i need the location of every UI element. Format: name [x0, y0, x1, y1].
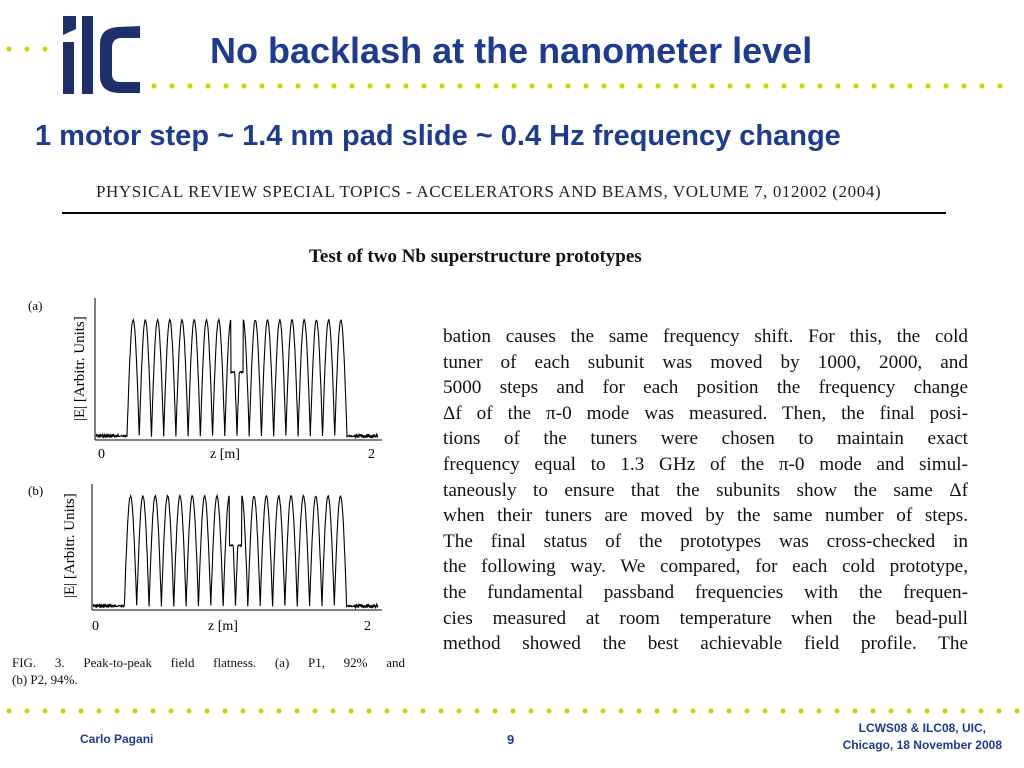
- slide-title: No backlash at the nanometer level: [210, 30, 813, 71]
- footer-author: Carlo Pagani: [80, 732, 154, 746]
- panel-b-xlabel: z [m]: [208, 619, 238, 634]
- body-line: method showed the best achievable field profile. The: [443, 633, 968, 655]
- body-line: tions of the tuners were chosen to maintain exact: [443, 428, 968, 450]
- caption-line-2: (b) P2, 94%.: [12, 672, 78, 687]
- footer-dots: [0, 707, 1024, 715]
- panel-b-field-trace: [93, 496, 378, 608]
- paper-title: Test of two Nb superstructure prototypes: [309, 246, 642, 267]
- panel-b-xtick-end: 2: [364, 619, 371, 634]
- panel-a-label: (a): [28, 298, 43, 313]
- footer-event-line-2: Chicago, 18 November 2008: [842, 738, 1002, 752]
- panel-a-field-trace: [96, 320, 378, 438]
- figure-caption: [12, 654, 405, 688]
- figure-panel-a: [20, 290, 400, 470]
- panel-b-ylabel: |E| [Arbitr. Units]: [62, 493, 78, 598]
- body-line: 5000 steps and for each position the frequency change: [443, 377, 968, 399]
- panel-a-ylabel: |E| [Arbitr. Units]: [72, 316, 88, 421]
- title-underline-dots: [145, 82, 1015, 90]
- journal-header: PHYSICAL REVIEW SPECIAL TOPICS - ACCELERATORS AND BEAMS, VOLUME 7, 012002 (2004): [96, 182, 882, 201]
- panel-a-xtick-start: 0: [98, 447, 105, 462]
- logo-dots-left: [0, 45, 60, 53]
- journal-rule: [62, 212, 946, 214]
- body-line: Δf of the π-0 mode was measured. Then, the final posi-: [443, 402, 968, 424]
- panel-a-xtick-end: 2: [368, 447, 375, 462]
- body-line: the fundamental passband frequencies with the frequen-: [443, 581, 968, 603]
- body-line: the following way. We compared, for each cold prototype,: [443, 556, 968, 578]
- footer-page-number: 9: [507, 732, 515, 747]
- ilc-logo: [60, 14, 142, 94]
- body-line: when their tuners are moved by the same number of steps.: [443, 505, 968, 527]
- footer-event: [843, 720, 1002, 754]
- panel-b-label: (b): [28, 483, 44, 498]
- body-line: bation causes the same frequency shift. For this, the cold: [443, 326, 968, 347]
- caption-line-1: FIG. 3. Peak-to-peak field flatness. (a) P1, 92% and: [12, 655, 405, 670]
- panel-a-xlabel: z [m]: [210, 447, 240, 462]
- body-line: taneously to ensure that the subunits show the same Δf: [443, 479, 968, 501]
- panel-b-xtick-start: 0: [92, 619, 99, 634]
- footer-event-line-1: LCWS08 & ILC08, UIC,: [858, 721, 986, 735]
- slide-subtitle: 1 motor step ~ 1.4 nm pad slide ~ 0.4 Hz frequency change: [35, 120, 841, 152]
- body-line: cies measured at room temperature when the bead-pull: [443, 607, 968, 629]
- body-line: frequency equal to 1.3 GHz of the π-0 mode and simul-: [443, 453, 968, 475]
- body-line: The final status of the prototypes was cross-checked in: [443, 530, 968, 552]
- article-body-text: [443, 324, 968, 657]
- figure-panel-b: [20, 478, 400, 643]
- body-line: tuner of each subunit was moved by 1000, 2000, and: [443, 351, 968, 373]
